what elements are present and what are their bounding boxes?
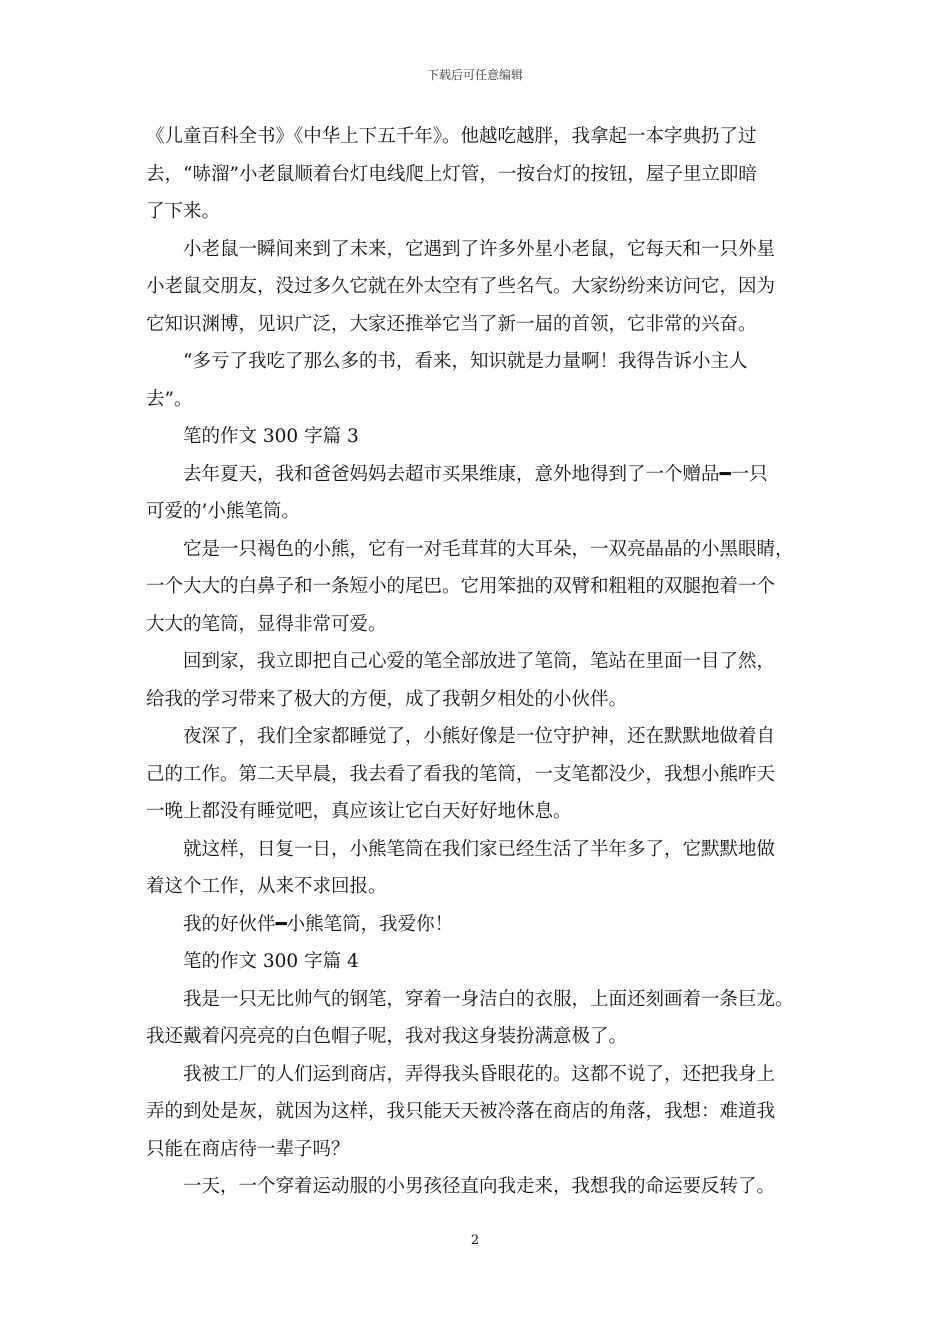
paragraph-start: 我被工厂的人们运到商店，弄得我头昏眼花的。这都不说了，还把我身上	[183, 1063, 776, 1085]
text-line: 大大的笔筒，显得非常可爱。	[146, 613, 387, 635]
text-line: 着这个工作，从来不求回报。	[146, 876, 387, 897]
text-line: 我还戴着闪亮亮的白色帽子呢，我对我这身装扮满意极了。	[146, 1026, 628, 1047]
text-line: 《儿童百科全书》《中华上下五千年》。他越吃越胖，我拿起一本字典扔了过	[146, 126, 757, 147]
paragraph-start: 夜深了，我们全家都睡觉了，小熊好像是一位守护神，还在默默地做着自	[183, 726, 776, 747]
paragraph-start: 就这样，日复一日，小熊笔筒在我们家已经生活了半年多了，它默默地做	[183, 838, 776, 860]
text-line: 一晚上都没有睡觉吧，真应该让它白天好好地休息。	[146, 801, 572, 822]
section-heading: 笔的作文 300 字篇 3	[183, 426, 359, 447]
text-line: 一个大大的白鼻子和一条短小的尾巴。它用笨拙的双臂和粗粗的双腿抱着一个	[146, 576, 776, 597]
paragraph-start: 小老鼠一瞬间来到了未来，它遇到了许多外星小老鼠，它每天和一只外星	[183, 238, 776, 260]
paragraph-start: 我的好伙伴━小熊笔筒，我爱你！	[183, 913, 454, 935]
page-header: 下载后可任意编辑	[426, 68, 523, 82]
text-line: 它知识渊博，见识广泛，大家还推举它当了新一届的首领，它非常的兴奋。	[146, 313, 757, 335]
page-number: 2	[470, 1233, 480, 1248]
paragraph-start: 回到家，我立即把自己心爱的笔全部放进了笔筒，笔站在里面一目了然，	[183, 651, 776, 672]
paragraph-start: 它是一只褐色的小熊，它有一对毛茸茸的大耳朵，一双亮晶晶的小黑眼睛，	[183, 538, 794, 560]
text-line: 给我的学习带来了极大的方便，成了我朝夕相处的小伙伴。	[146, 688, 628, 710]
text-line: 可爱的’小熊笔筒。	[146, 501, 300, 522]
text-line: 去”。	[146, 388, 193, 410]
document-body	[146, 118, 806, 1206]
section-heading: 笔的作文 300 字篇 4	[183, 951, 359, 972]
text-line: 了下来。	[146, 201, 221, 222]
text-line: 弄的到处是灰，就因为这样，我只能天天被冷落在商店的角落，我想：难道我	[146, 1101, 776, 1122]
paragraph-start: 去年夏天，我和爸爸妈妈去超市买果维康，意外地得到了一个赠品━一只	[183, 463, 768, 485]
text-line: 只能在商店待一辈子吗？	[146, 1138, 350, 1160]
paragraph-start: 一天，一个穿着运动服的小男孩径直向我走来，我想我的命运要反转了。	[183, 1176, 776, 1197]
text-line: 己的工作。第二天早晨，我去看了看我的笔筒，一支笔都没少，我想小熊昨天	[146, 763, 776, 785]
paragraph-start: 我是一只无比帅气的钢笔，穿着一身洁白的衣服，上面还刻画着一条巨龙。	[183, 988, 794, 1010]
text-line: 小老鼠交朋友，没过多久它就在外太空有了些名气。大家纷纷来访问它，因为	[146, 276, 776, 297]
paragraph-start: “多亏了我吃了那么多的书，看来，知识就是力量啊！我得告诉小主人	[183, 351, 748, 372]
text-line: 去，“哧溜”小老鼠顺着台灯电线爬上灯管，一按台灯的按钮，屋子里立即暗	[146, 163, 757, 185]
